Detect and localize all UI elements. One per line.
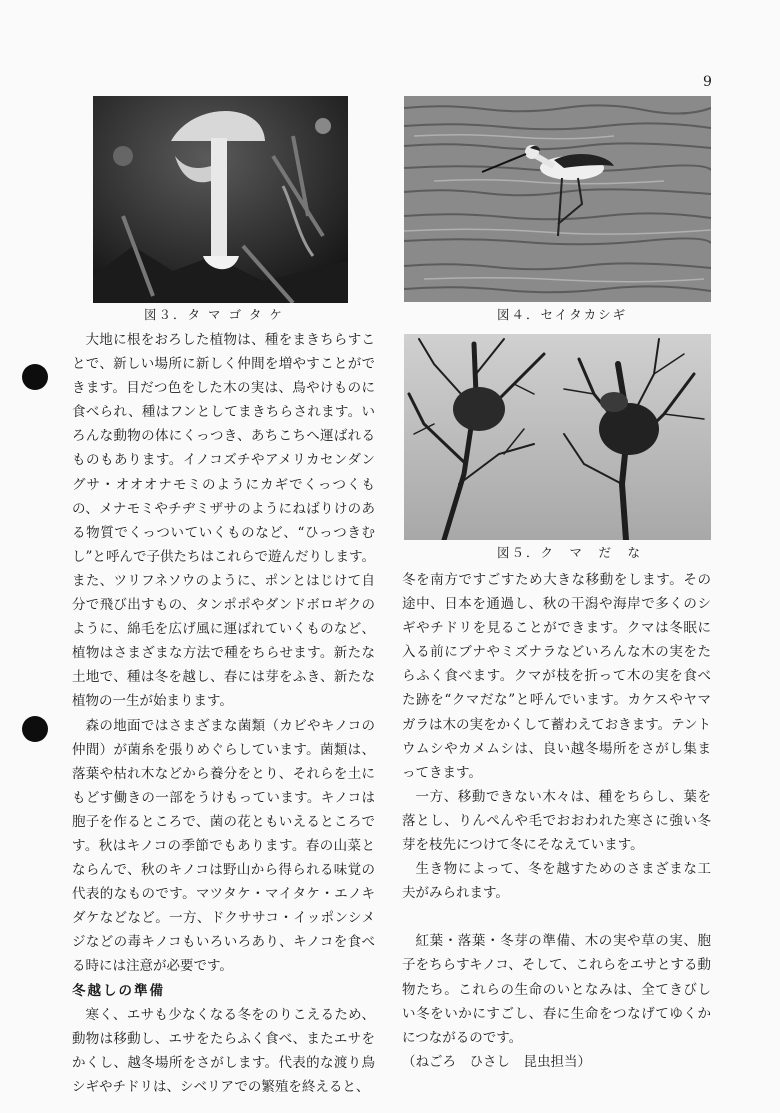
mushroom-photo bbox=[93, 96, 348, 303]
stilt-bird-photo bbox=[404, 96, 711, 302]
author-credit: （ねごろ ひさし 昆虫担当） bbox=[402, 1053, 591, 1070]
paragraph-animal-migration: 寒く、エサも少なくなる冬をのりこえるため、動物は移動し、エサをたらふく食べ、またエサをかくし、越冬場所をさがします。代表的な渡り鳥シギやチドリは、シベリアでの繁殖を終えると、 bbox=[72, 1006, 375, 1095]
paragraph-conclusion: 紅葉・落葉・冬芽の準備、木の実や草の実、胞子をちらすキノコ、そして、これらをエサとする動物たち。これらの生命のいとなみは、全てきびしい冬をいかにすごし、春に生命をつなげてゆくかにつながるのです。 bbox=[402, 933, 711, 1046]
paragraph-migration-continued: 冬を南方ですごすため大きな移動をします。その途中、日本を通過し、秋の干潟や海岸で多くのシギやチドリを見ることができます。クマは冬眠に入る前にブナやミズナラなどいろんな木の実をたらふく食べます。クマが枝を折って木の実を食べた跡を“クマだな”と呼んでいます。カケスやヤマガラは木の実をかくして蓄わえておきます。テントウムシやカメムシは、良い越冬場所をさがし集まってきます。 bbox=[402, 572, 711, 781]
paragraph-adaptations: 生き物によって、冬を越すためのさまざまな工夫がみられます。 bbox=[402, 861, 711, 902]
figure-5-caption: 図５．ク マ だ な bbox=[497, 545, 643, 560]
paragraph-seed-dispersal: 大地に根をおろした植物は、種をまきちらすことで、新しい場所に新しく仲間を増やすことができます。目だつ色をした木の実は、鳥やけものに食べられ、種はフンとしてまきちらされます。いろんな動物の体にくっつき、あちこちへ運ばれるものもあります。イノコズチやアメリカセンダングサ・オオオナモミのようにカギでくっつくもの、メナモミやチヂミザサのようにねばりけのある物質でくっついていくものなど、“ひっつきむし”と呼んで子供たちはこれらで遊んだりします。また、ツリフネソウのように、ポンとはじけて自分で飛び出すもの、タンポポやダンドボロギクのように、綿毛を広げ風に運ばれていくものなど、植物はさまざまな方法で種をちらせます。新たな土地で、種は冬を越し、春には芽をふき、新たな植物の一生が始まります。 bbox=[72, 332, 375, 710]
figure-3-caption: 図３．タ マ ゴ タ ケ bbox=[144, 307, 284, 322]
binder-hole bbox=[22, 364, 48, 390]
figure-4-caption: 図４．セイタカシギ bbox=[497, 307, 628, 322]
binder-hole bbox=[22, 716, 48, 742]
paragraph-fungi: 森の地面ではさまざまな菌類（カビやキノコの仲間）が菌糸を張りめぐらしています。菌類は、落葉や枯れ木などから養分をとり、それらを土にもどす働きの一部をうけもっています。キノコは胞子を作るところで、菌の花ともいえるところです。秋はキノコの季節でもあります。春の山菜とならんで、秋のキノコは野山から得られる味覚の代表的なものです。マツタケ・マイタケ・エノキダケなどなど。一方、ドクササコ・イッポンシメジなどの毒キノコもいろいろあり、キノコを食べる時には注意が必要です。 bbox=[72, 717, 375, 975]
right-text-column bbox=[402, 568, 711, 1074]
bear-nest-photo bbox=[404, 334, 711, 540]
section-heading-winter-prep: 冬越しの準備 bbox=[72, 982, 165, 999]
paragraph-trees-winter: 一方、移動できない木々は、種をちらし、葉を落とし、りんぺんや毛でおおわれた寒さに強い冬芽を枝先につけて冬にそなえています。 bbox=[402, 788, 711, 854]
left-text-column bbox=[72, 328, 375, 1099]
page-number: 9 bbox=[703, 74, 712, 90]
